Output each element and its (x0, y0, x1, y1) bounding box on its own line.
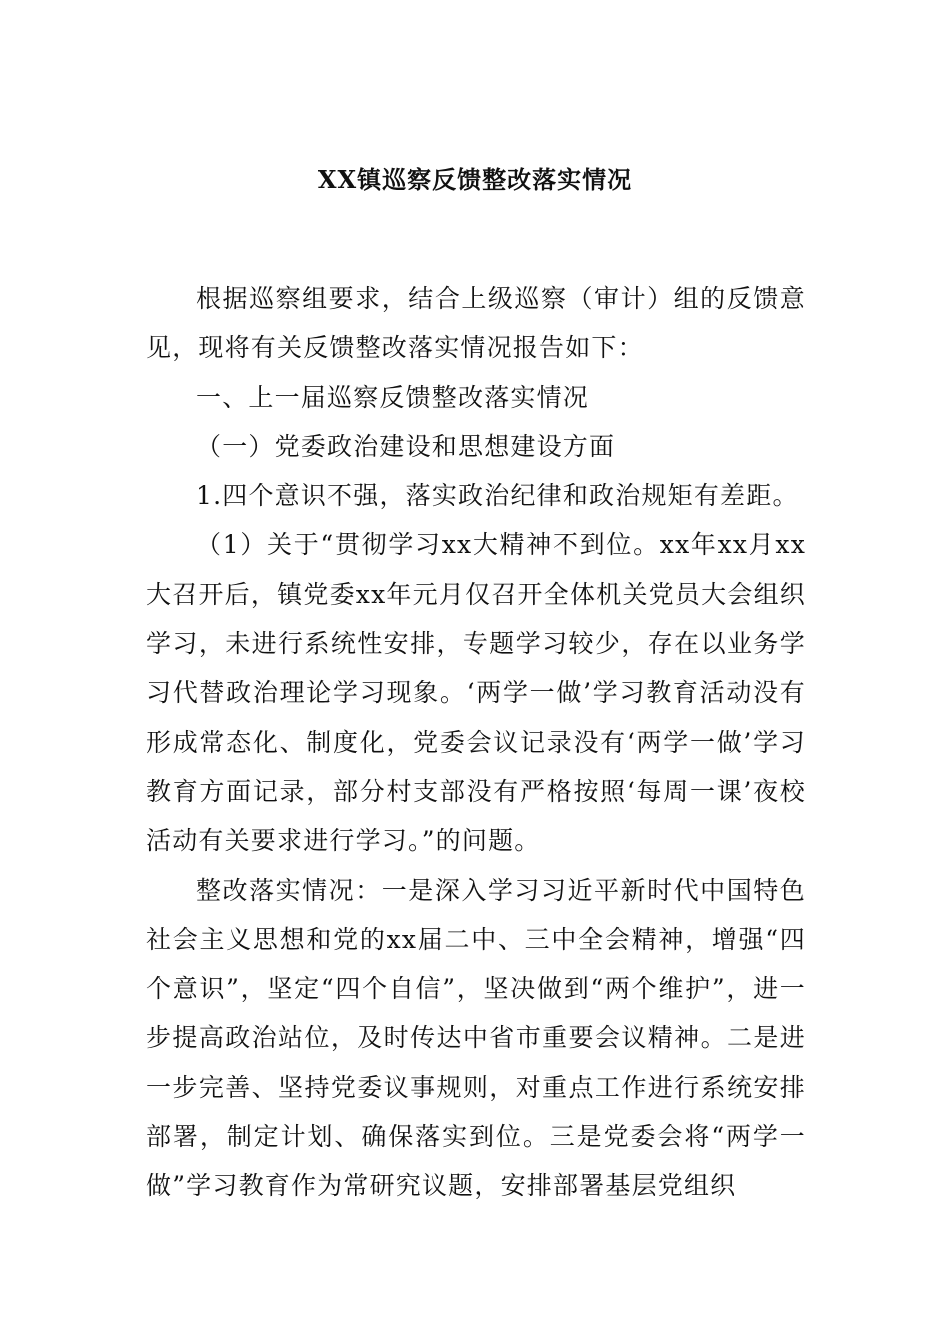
intro-paragraph: 根据巡察组要求，结合上级巡察（审计）组的反馈意见，现将有关反馈整改落实情况报告如下： (146, 284, 806, 363)
subsection-heading-1: （一）党委政治建设和思想建设方面 (196, 431, 616, 461)
rectification-paragraph-1: 整改落实情况：一是深入学习习近平新时代中国特色社会主义思想和党的xx届二中、三中全会精神，增强“四个意识”，坚定“四个自信”，坚决做到“两个维护”，进一步提高政治站位，及时传达中省市重要会议精神。二是进一步完善、坚持党委议事规则，对重点工作进行系统安排部署，制定计划、确保落实到位。三是党委会将“两学一做”学习教育作为常研究议题，安排部署基层党组织 (146, 875, 806, 1201)
section-heading-1: 一、上一届巡察反馈整改落实情况 (196, 382, 590, 412)
document-title: XX镇巡察反馈整改落实情况 (317, 165, 633, 194)
document-body (146, 274, 806, 1211)
issue-paragraph-1: （1）关于“贯彻学习xx大精神不到位。xx年xx月xx大召开后，镇党委xx年元月仅召开全体机关党员大会组织学习，未进行系统性安排，专题学习较少，存在以业务学习代替政治理论学习现象。‘两学一做’学习教育活动没有形成常态化、制度化，党委会议记录没有‘两学一做’学习教育方面记录，部分村支部没有严格按照‘每周一课’夜校活动有关要求进行学习。”的问题。 (146, 530, 806, 856)
item-heading-1: 1.四个意识不强，落实政治纪律和政治规矩有差距。 (196, 481, 799, 511)
